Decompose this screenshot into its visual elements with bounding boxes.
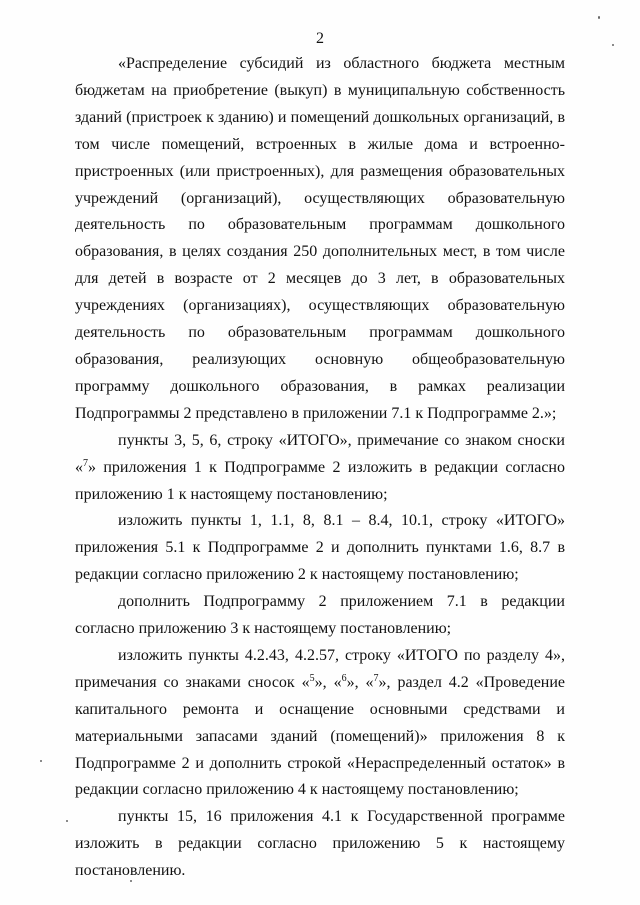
footnote-mark: 7 — [83, 457, 88, 469]
paragraph-subsidy-distribution — [75, 51, 565, 428]
scan-speck — [598, 16, 600, 19]
paragraph-text: », « — [346, 673, 374, 691]
paragraph-text: пункты 3, 5, 6, строку «ИТОГО», примечание со знаком сноски « — [75, 431, 565, 476]
paragraph-text: пункты 15, 16 приложения 4.1 к Государственной программе изложить в редакции согласно приложению 5 к настоящему постановлению. — [75, 808, 565, 880]
footnote-mark: 5 — [309, 672, 315, 684]
paragraph-text: » приложения 1 к Подпрограмме 2 изложить в редакции согласно приложению 1 к настоящему постановлению; — [75, 458, 565, 503]
paragraph-appendix-7-1 — [75, 589, 565, 643]
paragraph-text: изложить пункты 1, 1.1, 8, 8.1 – 8.4, 10.1, строку «ИТОГО» приложения 5.1 к Подпрограмме 2 и дополнить пунктами 1.6, 8.7 в редакции согласно приложению 2 к настоящему постановлению; — [75, 512, 565, 584]
scan-speck — [66, 820, 68, 822]
footnote-mark: 7 — [373, 672, 379, 684]
paragraph-appendix-4-1 — [75, 804, 565, 885]
paragraph-appendix-5-1 — [75, 508, 565, 589]
document-body — [75, 51, 565, 885]
paragraph-text: дополнить Подпрограмму 2 приложением 7.1 в редакции согласно приложению 3 к настоящему постановлению; — [75, 593, 565, 638]
footnote-mark: 6 — [341, 672, 347, 684]
paragraph-appendix-1 — [75, 428, 565, 509]
paragraph-text: », раздел 4.2 «Проведение капитального ремонта и оснащение основными средствами и материальными запасами зданий (помещений)» приложения 8 к Подпрограмме 2 и дополнить строкой «Нераспределенный остаток» в редакции согласно приложению 4 к настоящему постановлению; — [75, 673, 566, 799]
scan-speck — [130, 880, 132, 882]
page-number: 2 — [316, 30, 324, 47]
paragraph-text: изложить пункты 4.2.43, 4.2.57, строку «ИТОГО по разделу 4», примечания со знаками сносок « — [75, 646, 565, 691]
paragraph-text: «Распределение субсидий из областного бюджета местным бюджетам на приобретение (выкуп) в муниципальную собственность зданий (пристроек к зданию) и помещений дошкольных организаций, в том числе помещений, встроенных в жилые дома и встроенно-пристроенных (или пристроенных), для размещения образовательных учреждений (организаций), осуществляющих образовательную деятельность по образовательным программам дошкольного образования, в целях создания 250 дополнительных мест, в том числе для детей в возрасте от 2 месяцев до 3 лет, в образовательных учреждениях (организациях), осуществляющих образовательную деятельность по образовательным программам дошкольного образования, реализующих основную общеобразовательную программу дошкольного образования, в рамках реализации Подпрограммы 2 представлено в приложении 7.1 к Подпрограмме 2.»; — [75, 55, 565, 422]
scan-speck — [612, 44, 614, 46]
scan-speck — [40, 760, 42, 762]
paragraph-text: », « — [314, 673, 342, 691]
paragraph-appendix-8 — [75, 643, 565, 804]
